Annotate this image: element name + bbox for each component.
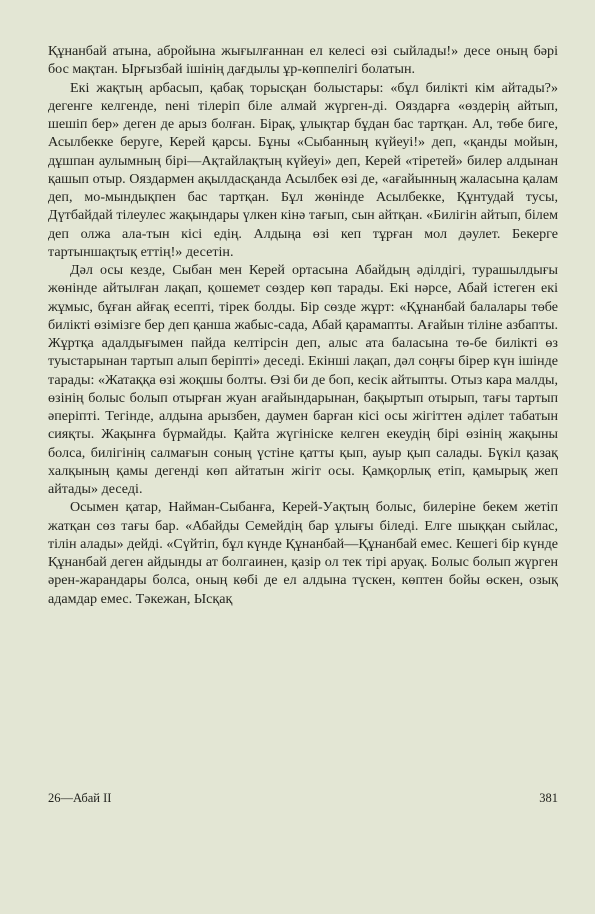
printer-signature: 26—Абай II	[48, 791, 112, 805]
paragraph-4: Осымен қатар, Найман-Сыбанға, Керей-Уақтың болыс, билеріне бекем жетіп жатқан сөз тағы бар. «Абайды Семейдің бар ұлығы біледі. Елге шыққан сыйлас, тілін алады» дейді. «Сүйтіп, бұл күнде Құнанбай—Құнанбай емес. Кешегі бір күнде Құнанбай деген айдынды ат болгаинен, қазір ол тек тірі аруақ. Болыс болып жүрген әрен-жарандары болса, оның көбі де ел алдына түскен, көптен бойы өскен, озық адамдар емес. Тәкежан, Ысқақ	[48, 499, 558, 607]
paragraph-3: Дәл осы кезде, Сыбан мен Керей ортасына Абайдың әділдігі, турашылдығы жөнінде айтылған лақап, қошемет сөздер көп тарады. Екі нәрсе, Абай істеген екі жұмыс, бұған айғақ есепті, тірек болды. Бір сөзде жұрт: «Құнанбай балалары төбе билікті өзімізге бер деп қанша жабыс-сада, Абай қарамапты. Ағайын тіліне азбапты. Жұртқа адалдығымен пайда келтірсін деп, алыс ата баласына тө-бе билікті өз туыстарынан тартып алып беріпті» деседі. Екінші лақап, дәл соңғы бірер күн ішінде тарады: «Жатаққа өзі жоқшы болты. Өзі би де боп, кесік айтыпты. Отыз кара малды, өзінің болыс болып отырған жуан ағайындарынан, бақыртып отырып, тағы тартып әперіпті. Тегінде, алдына арызбен, даумен барған кісі осы жігіттен әділет табатын сияқты. Жақынға бүрмайды. Қайта жүгініске келген екеудің бірі өзінің жақыны болса, билігінің салмағын соның үстіне қатты қып, ауыр қып салады. Бүкіл қазақ халқының қамы дегенді көп айтатын жігіт осы. Қамқорлық етіп, қамырық жеп айтады» деседі.	[48, 262, 558, 497]
page-footer	[48, 791, 558, 809]
body-text	[48, 42, 558, 608]
page-number: 381	[539, 791, 558, 805]
paragraph-2: Екі жақтың арбасып, қабақ торысқан болыстары: «бұл билікті кім айтады?» дегенге келгенде, neнi тілеріп біле алмай жүрген-ді. Ояздарға «өздерің айтып, шешіп бер» деген де арыз болған. Бірақ, ұлықтар бұдан бас тартқан. Ал, төбе биге, Асылбекке беруге, Керей қарсы. Бұны «Сыбанның күйеуі!» деп, «қанды мойын, дұшпан аулымның бірі—Ақтайлақтың күйеуі» деп, Керей «тіретей» билер алдынан қашып отыр. Ояздармен ақылдасқанда Асылбек өзі де, «ағайынның жаласына қалам деп, мо-мындықпен бас тартқан. Бұл жөнінде Асылбекке, Құнтудай тусы, Дүтбайдай тілеулес жақындары үлкен кінә тағып, сын айтқан. «Билігін айтып, білем деп олжа ала-тын кісі едің. Алдыңа өзі кеп тұрған мол дәулет. Бекерге тартыншақтық еттің!» десетін.	[48, 79, 558, 260]
paragraph-1: Құнанбай атына, абройына жығылғаннан ел келесі өзі сыйлады!» десе оның бәрі бос мақтан. Ырғызбай ішінің дағдылы ұр-көппелігі болатын.	[48, 43, 558, 78]
